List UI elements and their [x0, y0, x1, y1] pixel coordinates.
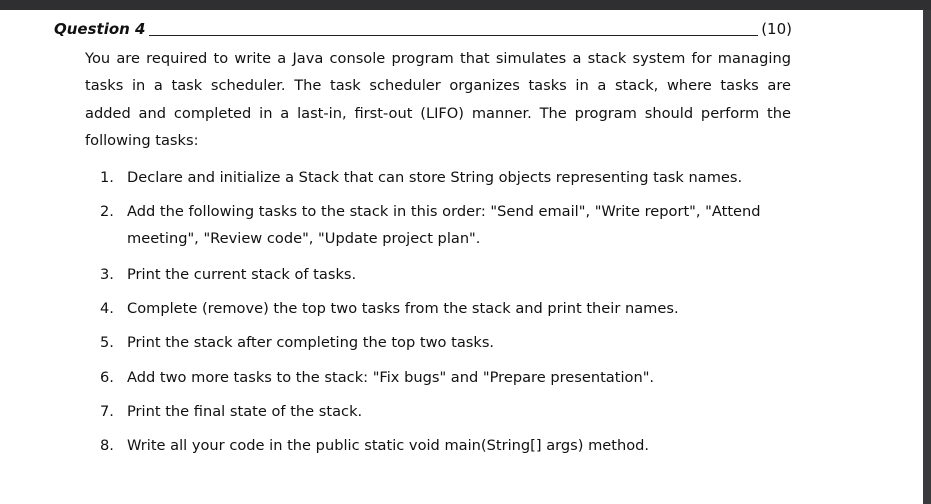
task-number: 2.	[100, 203, 114, 220]
task-number: 8.	[100, 437, 114, 454]
task-item	[100, 369, 794, 386]
task-text-continued: meeting", "Review code", "Update project plan".	[127, 230, 481, 247]
question-marks: (10)	[761, 20, 792, 38]
question-header	[54, 20, 792, 42]
task-text: Print the final state of the stack.	[127, 403, 363, 420]
task-item	[100, 203, 794, 247]
task-item	[100, 266, 794, 283]
question-intro	[85, 45, 791, 154]
task-item	[100, 437, 794, 454]
intro-line: added and completed in a last-in, first-out (LIFO) manner. The program should perform the	[85, 104, 791, 122]
question-label: Question 4	[54, 20, 150, 38]
task-number: 3.	[100, 266, 114, 283]
intro-line: tasks in a task scheduler. The task scheduler organizes tasks in a stack, where tasks are	[85, 77, 791, 95]
task-text: Write all your code in the public static void main(String[] args) method.	[127, 437, 650, 454]
task-text: Print the stack after completing the top two tasks.	[127, 334, 495, 351]
task-item	[100, 403, 794, 420]
task-number: 4.	[100, 300, 114, 317]
task-item	[100, 300, 794, 317]
task-number: 1.	[100, 169, 114, 186]
task-number: 6.	[100, 369, 114, 386]
task-text: Print the current stack of tasks.	[127, 266, 357, 283]
task-item	[100, 334, 794, 351]
intro-line: following tasks:	[85, 131, 199, 149]
task-text: Add two more tasks to the stack: "Fix bugs" and "Prepare presentation".	[127, 369, 655, 386]
scrollbar[interactable]	[923, 10, 931, 504]
answer-rule	[149, 35, 758, 36]
task-text: Complete (remove) the top two tasks from the stack and print their names.	[127, 300, 679, 317]
task-text: Declare and initialize a Stack that can store String objects representing task names.	[127, 169, 743, 186]
intro-line: You are required to write a Java console program that simulates a stack system for managing	[85, 50, 791, 67]
task-text: Add the following tasks to the stack in this order: "Send email", "Write report", "Attend	[127, 203, 761, 220]
task-number: 5.	[100, 334, 114, 351]
task-number: 7.	[100, 403, 114, 420]
task-item	[100, 169, 794, 186]
